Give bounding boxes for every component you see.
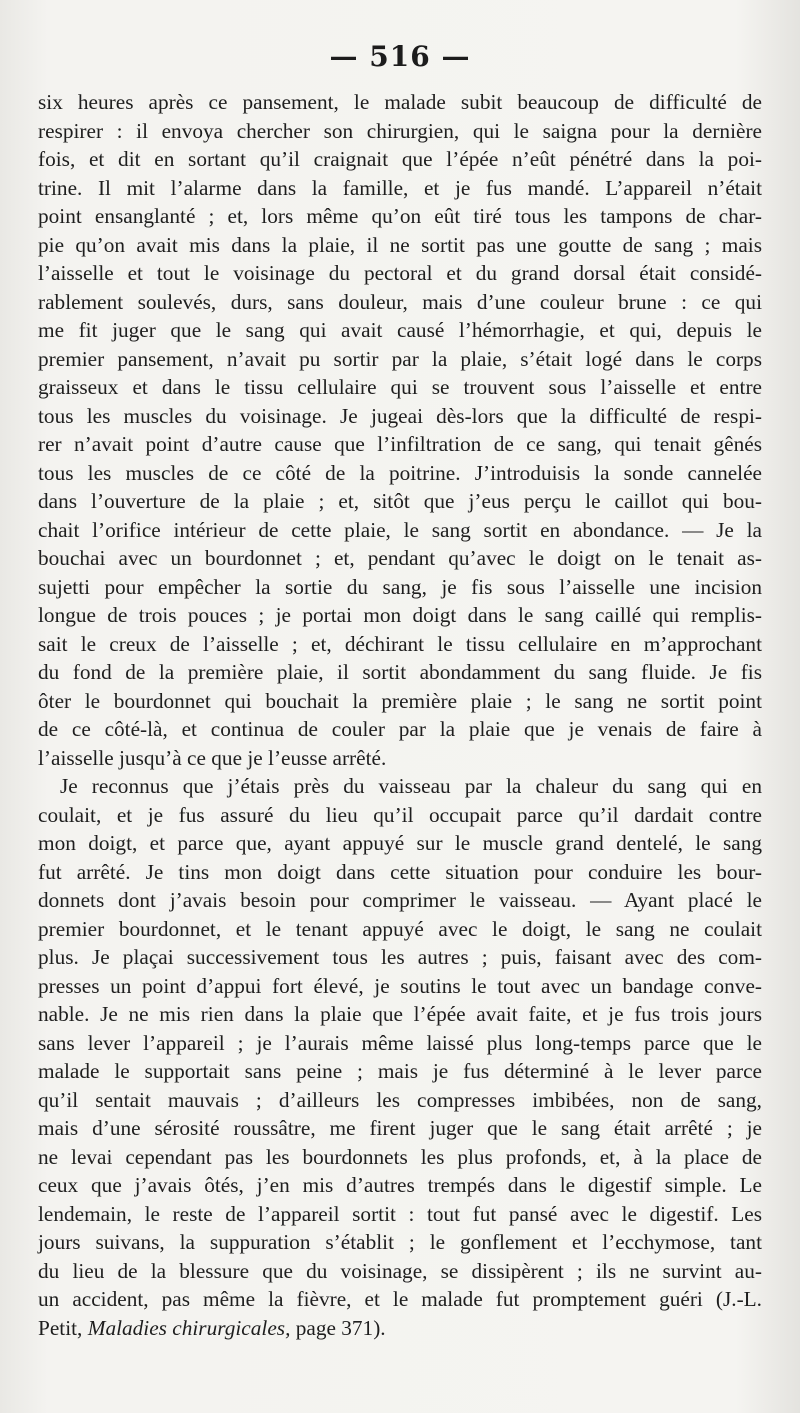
citation-work: Maladies chirurgicales, [87, 1315, 291, 1340]
text-line: fut arrêté. Je tins mon doigt dans cette situation pour conduire les bour- [38, 859, 762, 884]
text-line: me fit juger que le sang qui avait causé l’hémorrhagie, et qui, depuis le [38, 318, 762, 342]
text-line: graisseux et dans le tissu cellulaire qui se trouvent sous l’aisselle et entre [38, 375, 762, 399]
text-line: respirer : il envoya chercher son chirurgien, qui le saigna pour la dernière [38, 118, 762, 143]
text-line: jours suivans, la suppuration s’établit ; le gonflement et l’ecchymose, tant [38, 1230, 762, 1254]
text-line: l’aisselle jusqu’à ce que je l’eusse arrêté. [38, 745, 387, 770]
text-line: sans lever l’appareil ; je l’aurais même laissé plus long-temps parce que le [38, 1030, 762, 1055]
text-line: sujetti pour empêcher la sortie du sang, je fis sous l’aisselle une incision [38, 574, 762, 599]
paragraph-1 [38, 88, 762, 772]
text-line: lendemain, le reste de l’appareil sortit : tout fut pansé avec le digestif. Les [38, 1201, 762, 1226]
body-text [38, 88, 762, 1342]
citation-author: Petit, [38, 1315, 83, 1340]
citation-page: page 371). [295, 1315, 386, 1340]
text-line: malade le supportait sans peine ; mais je fus déterminé à le lever parce [38, 1059, 762, 1083]
text-line: tous les muscles de ce côté de la poitrine. J’introduisis la sonde cannelée [38, 460, 762, 485]
text-line: l’aisselle et tout le voisinage du pectoral et du grand dorsal était considé- [38, 261, 762, 285]
text-line: sait le creux de l’aisselle ; et, déchirant le tissu cellulaire en m’approchant [38, 631, 762, 656]
text-line: du fond de la première plaie, il sortit abondamment du sang fluide. Je fis [38, 660, 762, 684]
text-line: un accident, pas même la fièvre, et le malade fut promptement guéri (J.-L. [38, 1287, 762, 1311]
text-line: rer n’avait point d’autre cause que l’infiltration de ce sang, qui tenait gênés [38, 432, 762, 456]
text-line: du lieu de la blessure que du voisinage, se dissipèrent ; ils ne survint au- [38, 1258, 762, 1283]
text-line: nable. Je ne mis rien dans la plaie que l’épée avait faite, et je fus trois jours [38, 1002, 762, 1026]
text-line: mon doigt, et parce que, ayant appuyé sur le muscle grand dentelé, le sang [38, 831, 762, 855]
text-line: coulait, et je fus assuré du lieu qu’il occupait parce qu’il dardait contre [38, 802, 762, 827]
text-line: Je reconnus que j’étais près du vaisseau par la chaleur du sang qui en [60, 774, 762, 798]
text-line: premier pansement, n’avait pu sortir par la plaie, s’était logé dans le corps [38, 346, 762, 371]
text-line: plus. Je plaçai successivement tous les autres ; puis, faisant avec des com- [38, 945, 762, 969]
text-line: ôter le bourdonnet qui bouchait la première plaie ; le sang ne sortit point [38, 688, 762, 713]
text-line: trine. Il mit l’alarme dans la famille, et je fus mandé. L’appareil n’était [38, 175, 762, 200]
text-line: donnets dont j’avais besoin pour comprimer le vaisseau. — Ayant placé le [38, 888, 762, 912]
page-number: — 516 — [329, 40, 471, 73]
text-line: fois, et dit en sortant qu’il craignait que l’épée n’eût pénétré dans la poi- [38, 147, 762, 171]
citation-line [38, 1314, 762, 1343]
text-line: rablement soulevés, durs, sans douleur, mais d’une couleur brune : ce qui [38, 289, 762, 314]
text-line: dans l’ouverture de la plaie ; et, sitôt que j’eus perçu le caillot qui bou- [38, 489, 762, 513]
text-line: tous les muscles du voisinage. Je jugeai dès-lors que la difficulté de respi- [38, 403, 762, 428]
text-line: ne levai cependant pas les bourdonnets les plus profonds, et, à la place de [38, 1144, 762, 1169]
text-line: point ensanglanté ; et, lors même qu’on eût tiré tous les tampons de char- [38, 204, 762, 228]
text-line: mais d’une sérosité roussâtre, me firent juger que le sang était arrêté ; je [38, 1116, 762, 1140]
text-line: qu’il sentait mauvais ; d’ailleurs les compresses imbibées, non de sang, [38, 1087, 762, 1112]
text-line: de ce côté-là, et continua de couler par la plaie que je venais de faire à [38, 717, 762, 741]
text-line: pie qu’on avait mis dans la plaie, il ne sortit pas une goutte de sang ; mais [38, 232, 762, 257]
text-line: presses un point d’appui fort élevé, je soutins le tout avec un bandage conve- [38, 973, 762, 998]
text-line: six heures après ce pansement, le malade subit beaucoup de difficulté de [38, 90, 762, 114]
text-line: premier bourdonnet, et le tenant appuyé avec le doigt, le sang ne coulait [38, 916, 762, 941]
paragraph-2 [38, 772, 762, 1342]
text-line: chait l’orifice intérieur de cette plaie, le sang sortit en abondance. — Je la [38, 517, 762, 542]
text-line: bouchai avec un bourdonnet ; et, pendant qu’avec le doigt on le tenait as- [38, 546, 762, 570]
text-line: longue de trois pouces ; je portai mon doigt dans le sang caillé qui remplis- [38, 603, 762, 627]
text-line: ceux que j’avais ôtés, j’en mis d’autres trempés dans le digestif simple. Le [38, 1173, 762, 1197]
